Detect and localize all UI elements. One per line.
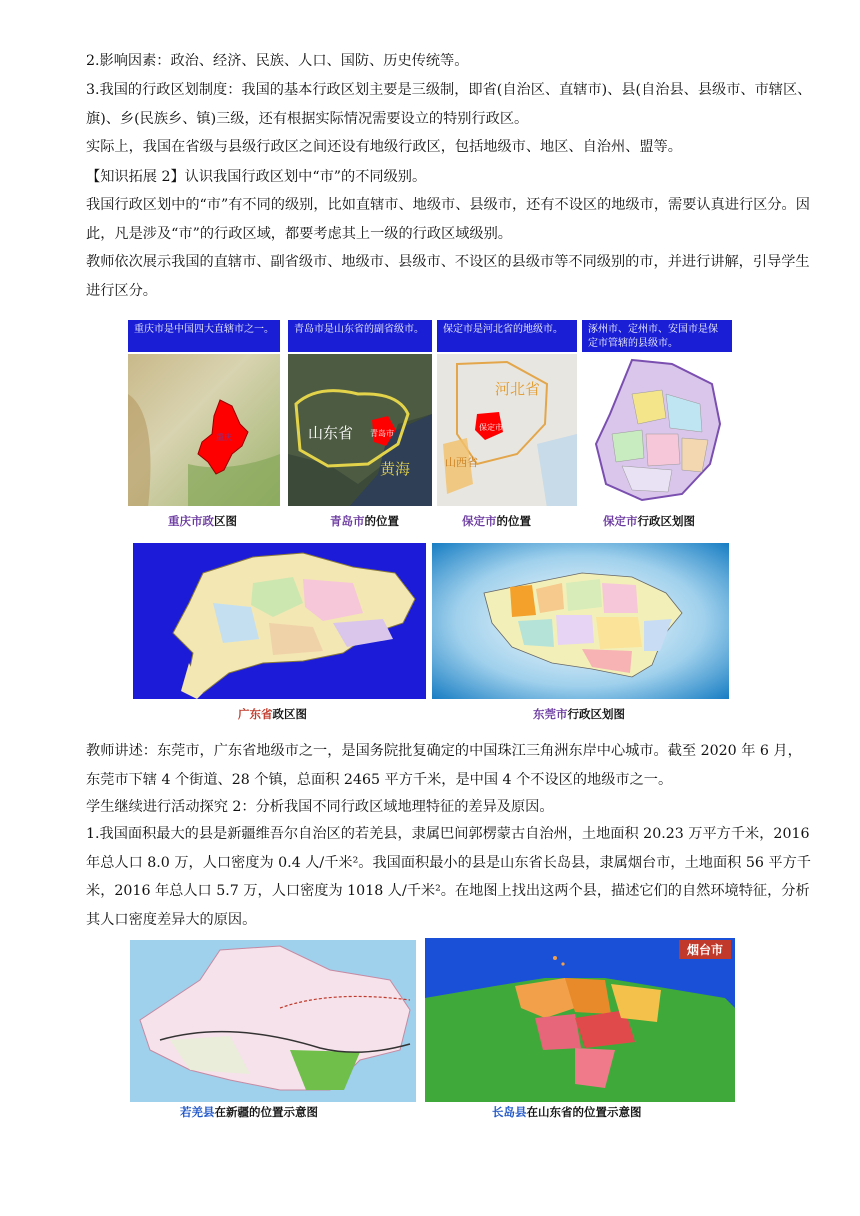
caption-baoding-divisions [603,513,695,529]
para-city-levels [86,191,812,248]
caption-text: 在新疆的位置示意图 [214,1105,318,1119]
para-text: 学生继续进行活动探究 2：分析我国不同行政区域地理特征的差异及原因。 [86,799,554,815]
map-label: 河北省 [495,380,541,398]
figure-baoding [437,320,577,506]
figure-header: 青岛市是山东省的副省级市。 [288,320,432,352]
para-influencing-factors [86,47,812,76]
figure-baoding-divisions [582,320,732,506]
caption-chongqing [168,513,237,529]
baoding-divisions-map [582,354,732,506]
ruoqiang-map [130,940,416,1102]
guangdong-map [133,543,426,699]
para-activity-2 [86,793,812,822]
para-text: 教师依次展示我国的直辖市、副省级市、地级市、县级市、不设区的县级市等不同级别的市，并进行讲解，引导学生进行区分。 [86,254,810,299]
map-label: 保定市 [479,423,503,432]
para-text: 3.我国的行政区划制度：我国的基本行政区划主要是三级制，即省(自治区、直辖市)、县(自治县、县级市、市辖区、旗)、乡(民族乡、镇)三级，还有根据实际情况需要设立的特别行政区。 [86,82,812,127]
para-text: 实际上，我国在省级与县级行政区之间还设有地级行政区，包括地级市、地区、自治州、盟等。 [86,139,682,155]
figure-qingdao [288,320,432,506]
figure-ruoqiang [130,940,416,1102]
figure-header: 保定市是河北省的地级市。 [437,320,577,352]
caption-guangdong [238,706,307,722]
map-label: 重庆 [216,433,232,442]
caption-ruoqiang [180,1104,318,1120]
figure-changdao [425,938,735,1102]
caption-highlight: 保定市 [603,514,638,528]
caption-changdao [492,1104,642,1120]
caption-text: 的位置 [364,514,399,528]
caption-highlight: 若羌县 [180,1105,215,1119]
dongguan-map [432,543,729,699]
para-knowledge-ext [86,163,812,192]
figure-guangdong [133,543,426,723]
para-text: 我国行政区划中的“市”有不同的级别，比如直辖市、地级市、县级市，还有不设区的地级市，需要认真进行区分。因此，凡是涉及“市”的行政区域，都要考虑其上一级的行政区域级别。 [86,197,810,242]
figure-header: 重庆市是中国四大直辖市之一。 [128,320,280,352]
caption-text: 行政区划图 [567,707,625,721]
caption-highlight: 东莞市 [533,707,568,721]
map-label: 山东省 [308,424,354,442]
caption-dongguan [533,706,625,722]
caption-text: 行政区划图 [637,514,695,528]
map-label: 青岛市 [370,429,394,438]
para-counties [86,820,812,934]
changdao-map [425,938,735,1102]
figure-chongqing [128,320,280,506]
para-dongguan [86,737,812,794]
map-label: 黄海 [380,460,411,478]
caption-highlight: 长岛县 [492,1105,527,1119]
para-text: 教师讲述：东莞市，广东省地级市之一，是国务院批复确定的中国珠江三角洲东岸中心城市。截至 2020 年 6 月，东莞市下辖 4 个街道、28 个镇，总面积 2465 平方千米，是中国 4 个不设区的地级市之一。 [86,743,802,788]
caption-highlight: 重庆市政 [168,514,214,528]
yantai-title: 烟台市 [679,940,731,959]
caption-qingdao [330,513,399,529]
para-prefecture-level [86,133,812,162]
caption-text: 区图 [214,514,237,528]
map-label: 山西省 [445,456,478,469]
para-teacher-show [86,248,812,305]
caption-text: 政区图 [272,707,307,721]
para-text: 1.我国面积最大的县是新疆维吾尔自治区的若羌县，隶属巴间郭楞蒙古自治州，土地面积 20.23 万平方千米，2016 年总人口 8.0 万，人口密度为 0.4 人/千米²。我国面积最小的县是山东省长岛县，隶属烟台市，土地面积 56 平方千米，2016 年总人口 5.7 万，人口密度为 1018 人/千米²。在地图上找出这两个县，描述它们的自然环境特征，分析其人口密度差异大的原因。 [86,826,811,928]
figure-header: 涿州市、定州市、安国市是保定市管辖的县级市。 [582,320,732,352]
chongqing-map [128,354,280,506]
para-admin-system [86,76,812,133]
para-text: 2.影响因素：政治、经济、民族、人口、国防、历史传统等。 [86,53,469,69]
caption-highlight: 青岛市 [330,514,365,528]
para-text: 【知识拓展 2】认识我国行政区划中“市”的不同级别。 [86,169,427,185]
qingdao-map [288,354,432,506]
caption-highlight: 广东省 [238,707,273,721]
caption-text: 在山东省的位置示意图 [526,1105,642,1119]
caption-baoding [462,513,531,529]
caption-highlight: 保定市 [462,514,497,528]
baoding-map [437,354,577,506]
figure-dongguan [432,543,729,723]
caption-text: 的位置 [496,514,531,528]
